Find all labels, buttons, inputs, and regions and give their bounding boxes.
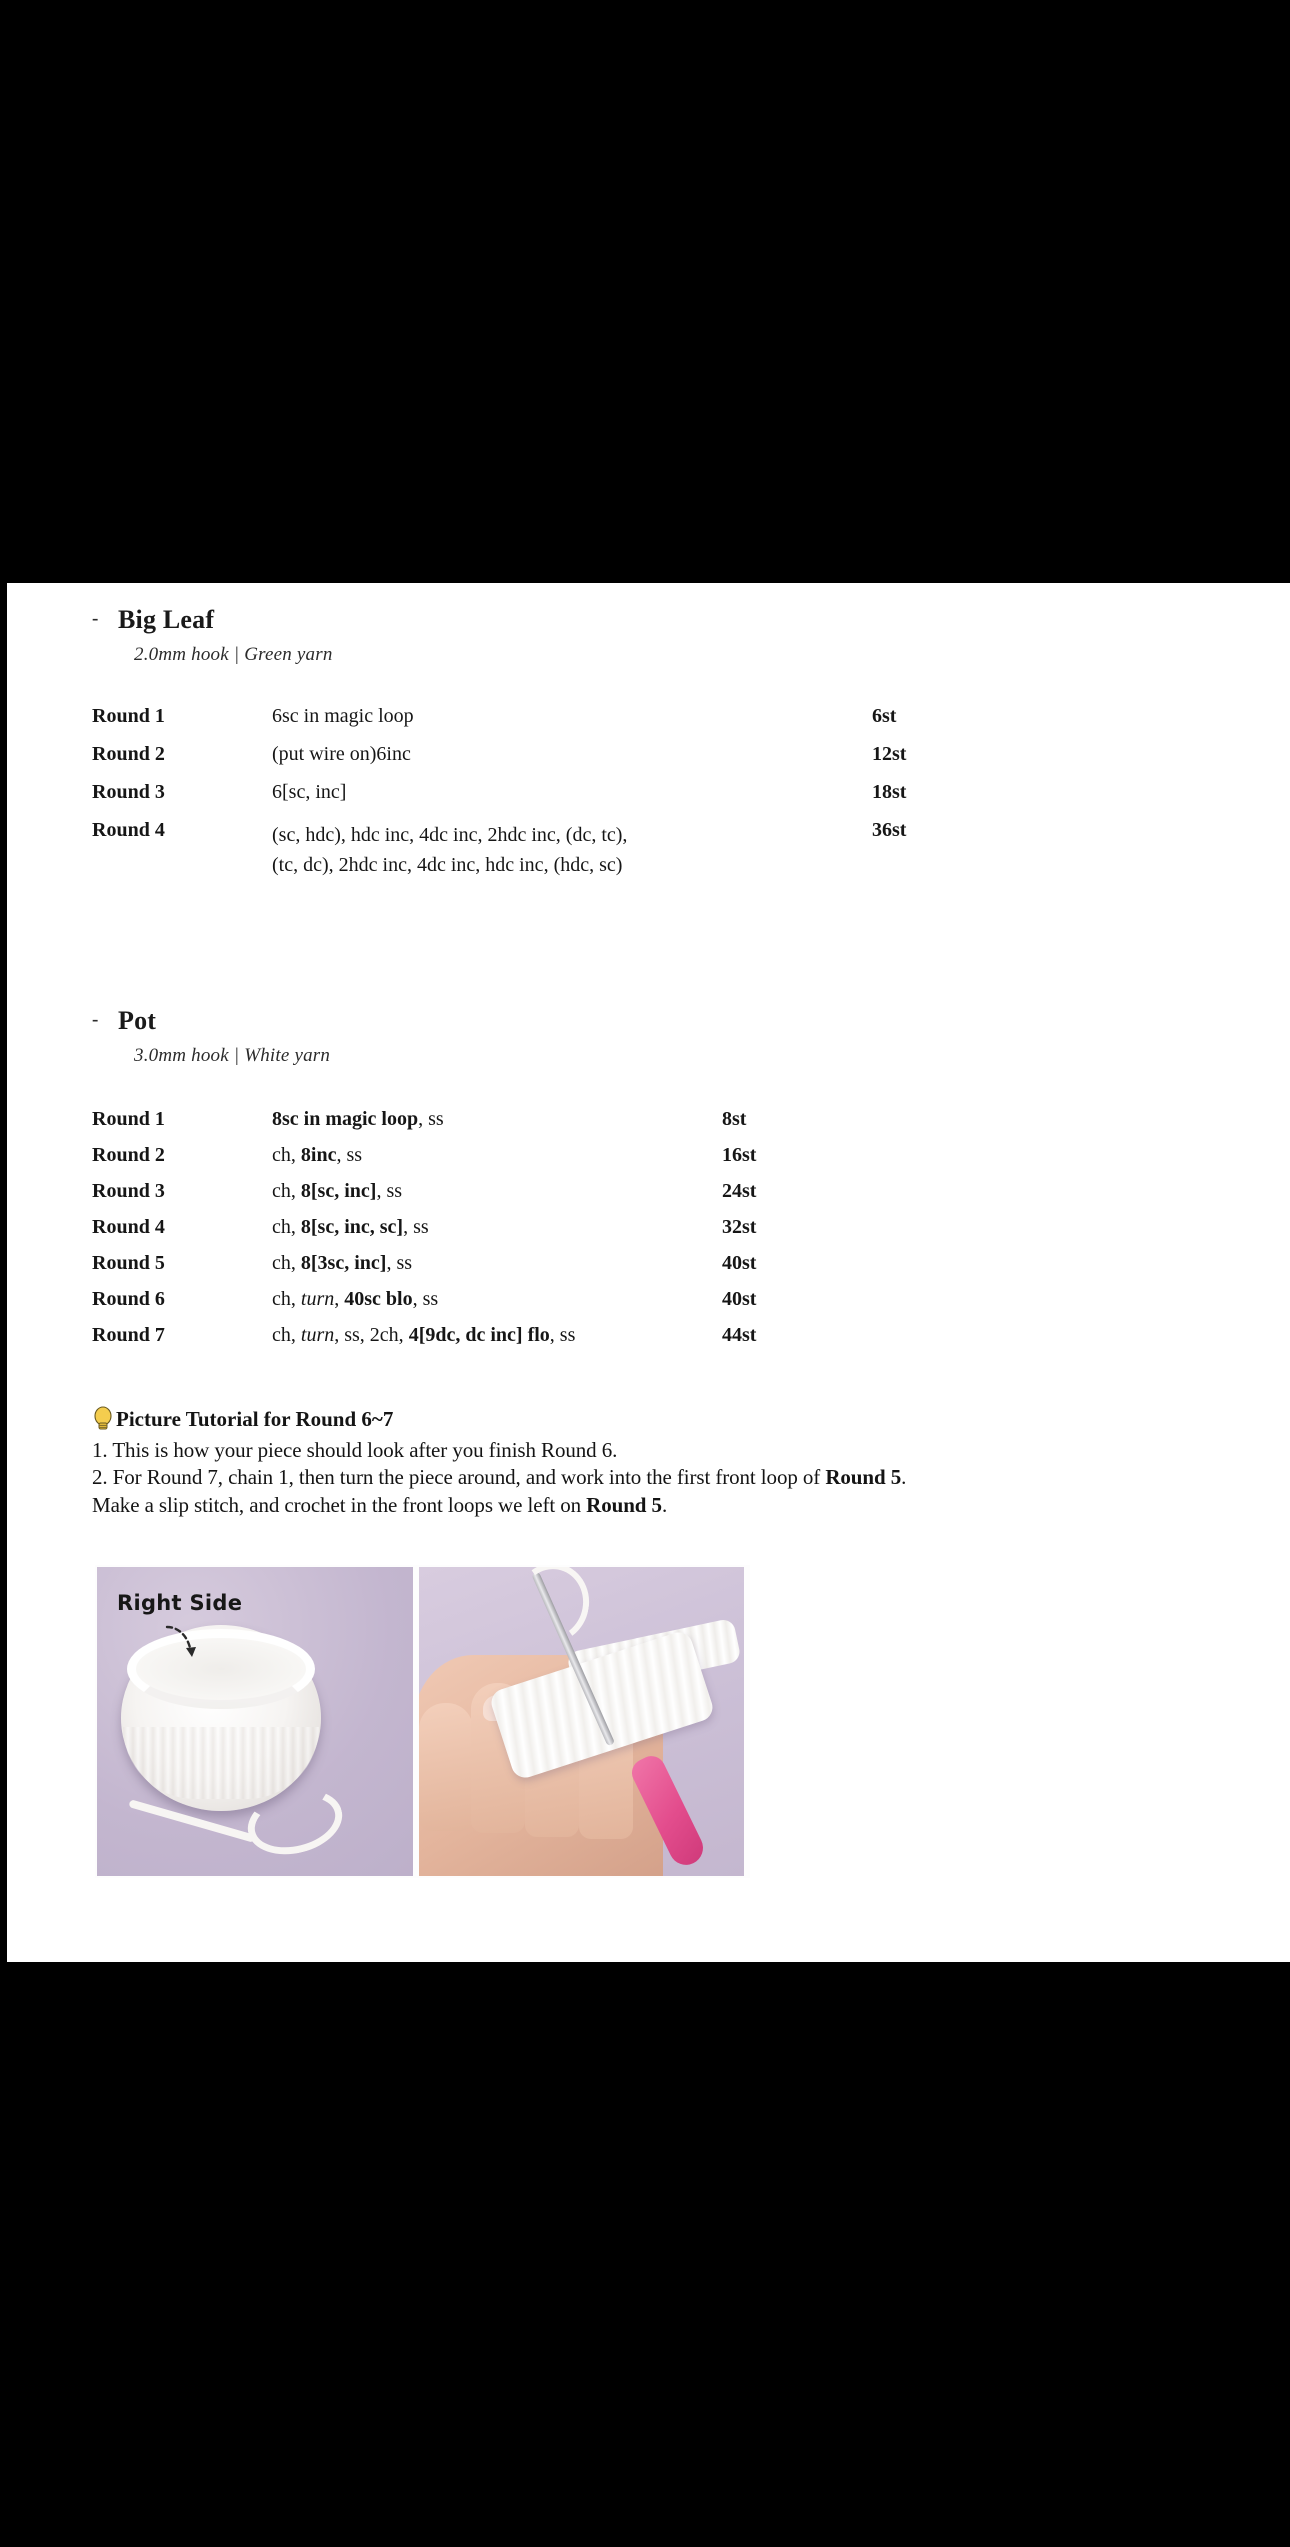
round-stitch-count: 44st: [722, 1324, 757, 1346]
round-stitch-count: 40st: [722, 1288, 757, 1310]
round-stitch-count: 24st: [722, 1180, 757, 1202]
round-stitch-count: 6st: [872, 705, 897, 727]
tutorial-step-1: 1. This is how your piece should look after you finish Round 6.: [92, 1438, 618, 1462]
round-label: Round 7: [92, 1324, 165, 1346]
round-instruction: ch, turn, 40sc blo, ss: [272, 1288, 439, 1310]
tutorial-step-3-tail: .: [661, 1492, 668, 1517]
pot-heading: [92, 1006, 1192, 1036]
round-instruction-line1: (sc, hdc), hdc inc, 4dc inc, 2hdc inc, (dc, tc),: [272, 824, 628, 846]
crocheting-round-7-photo: [419, 1567, 744, 1876]
big-leaf-heading: [92, 605, 1192, 635]
round-instruction: ch, 8[sc, inc], ss: [272, 1180, 403, 1202]
table-row: [92, 1325, 1192, 1345]
table-row: [92, 744, 1192, 764]
section-pot: [92, 1006, 1192, 1345]
round-label: Round 6: [92, 1288, 165, 1310]
section-title: Big Leaf: [118, 605, 215, 634]
tutorial-step-3-round-ref: Round 5: [586, 1492, 662, 1517]
round-stitch-count: 40st: [722, 1252, 757, 1274]
tutorial-heading: [92, 1406, 1212, 1432]
tutorial-step-2-tail: .: [901, 1465, 907, 1490]
table-row: [92, 1217, 1192, 1237]
round-instruction: ch, turn, ss, 2ch, 4[9dc, dc inc] flo, ss: [272, 1324, 576, 1346]
round-label: Round 1: [92, 705, 165, 727]
round-stitch-count: 36st: [872, 819, 907, 841]
round-label: Round 1: [92, 1108, 165, 1130]
table-row: [92, 1145, 1192, 1165]
round-instruction: ch, 8[3sc, inc], ss: [272, 1252, 413, 1274]
tutorial-step-2-text: 2. For Round 7, chain 1, then turn the piece around, and work into the first front loop of: [92, 1465, 826, 1490]
table-row: [92, 782, 1192, 802]
table-row: [92, 1109, 1192, 1129]
scanned-pattern-page: [7, 583, 1290, 1962]
round-instruction: ch, 8[sc, inc, sc], ss: [272, 1216, 429, 1238]
table-row: [92, 1289, 1192, 1309]
big-leaf-rounds-table: [92, 706, 1192, 880]
table-row: [92, 706, 1192, 726]
tutorial-step-2: [92, 1464, 1212, 1491]
tutorial-heading-text: Picture Tutorial for Round 6~7: [116, 1406, 394, 1431]
round-stitch-count: 32st: [722, 1216, 757, 1238]
finger: [419, 1703, 473, 1831]
big-leaf-materials: 2.0mm hook | Green yarn: [134, 644, 333, 665]
tutorial-step-2-round-ref: Round 5: [825, 1465, 902, 1490]
disc-rim: [127, 1629, 315, 1709]
tutorial-step-3-text: Make a slip stitch, and crochet in the front loops we left on: [92, 1492, 587, 1517]
round-instruction: ch, 8inc, ss: [272, 1144, 363, 1166]
bullet-marker: -: [92, 608, 99, 629]
round-stitch-count: 8st: [722, 1108, 747, 1130]
table-row: [92, 1181, 1192, 1201]
round-instruction: 6[sc, inc]: [272, 781, 347, 803]
pot-materials: 3.0mm hook | White yarn: [134, 1045, 331, 1066]
lightbulb-icon: [92, 1406, 114, 1432]
round-label: Round 4: [92, 819, 165, 841]
table-row: [92, 1253, 1192, 1273]
section-title: Pot: [118, 1006, 157, 1035]
round-label: Round 3: [92, 1180, 165, 1202]
round-stitch-count: 18st: [872, 781, 907, 803]
round-instruction: 8sc in magic loop, ss: [272, 1108, 444, 1130]
pot-rounds-table: [92, 1109, 1192, 1345]
picture-tutorial-block: [92, 1406, 1212, 1519]
finished-round-6-photo: [97, 1567, 413, 1876]
pointer-arrow-icon: [165, 1623, 207, 1665]
round-instruction: 6sc in magic loop: [272, 705, 414, 727]
tutorial-photo-strip: [95, 1565, 750, 1878]
round-stitch-count: 12st: [872, 743, 907, 765]
round-instruction: [272, 820, 872, 880]
right-side-label: Right Side: [117, 1591, 243, 1615]
bullet-marker: -: [92, 1009, 99, 1030]
round-label: Round 5: [92, 1252, 165, 1274]
round-instruction-line2: (tc, dc), 2hdc inc, 4dc inc, hdc inc, (hdc, sc): [272, 854, 623, 876]
table-row: [92, 820, 1192, 880]
round-instruction: (put wire on)6inc: [272, 743, 411, 765]
round-label: Round 4: [92, 1216, 165, 1238]
section-big-leaf: [92, 605, 1192, 880]
tutorial-step-2-continued: [92, 1492, 1212, 1519]
round-label: Round 2: [92, 743, 165, 765]
round-label: Round 2: [92, 1144, 165, 1166]
round-stitch-count: 16st: [722, 1144, 757, 1166]
round-label: Round 3: [92, 781, 165, 803]
